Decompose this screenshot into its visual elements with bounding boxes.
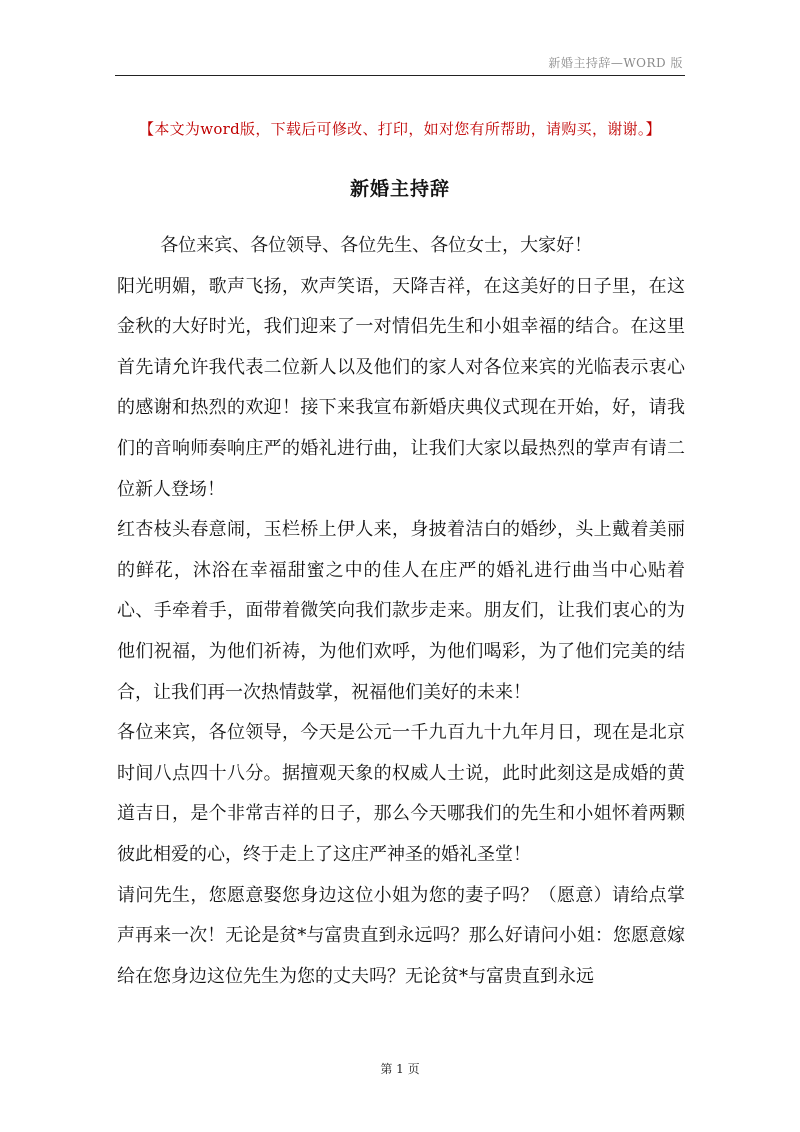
paragraph-entrance: 红杏枝头春意闹，玉栏桥上伊人来，身披着洁白的婚纱，头上戴着美丽的鲜花，沐浴在幸福甜蜜之中的佳人在庄严的婚礼进行曲当中心贴着心、手牵着手，面带着微笑向我们款步走来。朋友们，让我们衷心的为他们祝福，为他们祈祷，为他们欢呼，为他们喝彩，为了他们完美的结合，让我们再一次热情鼓掌，祝福他们美好的未来！ xyxy=(117,519,685,703)
paragraph-date: 各位来宾，各位领导，今天是公元一千九百九十九年月日，现在是北京时间八点四十八分。据擅观天象的权威人士说，此时此刻这是成婚的黄道吉日，是个非常吉祥的日子，那么今天哪我们的先生和小姐怀着两颗彼此相爱的心，终于走上了这庄严神圣的婚礼圣堂！ xyxy=(117,722,685,865)
paragraph-vows: 请问先生，您愿意娶您身边这位小姐为您的妻子吗？（愿意）请给点掌声再来一次！无论是贫*与富贵直到永远吗？那么好请问小姐：您愿意嫁给在您身边这位先生为您的丈夫吗？无论贫*与富贵直到永远 xyxy=(117,884,685,987)
running-header: 新婚主持辞—WORD 版 xyxy=(548,56,683,70)
page-number: 第 1 页 xyxy=(380,1062,420,1076)
paragraph-opening: 阳光明媚，歌声飞扬，欢声笑语，天降吉祥，在这美好的日子里，在这金秋的大好时光，我们迎来了一对情侣先生和小姐幸福的结合。在这里首先请允许我代表二位新人以及他们的家人对各位来宾的光临表示衷心的感谢和热烈的欢迎！接下来我宣布新婚庆典仪式现在开始，好，请我们的音响师奏响庄严的婚礼进行曲，让我们大家以最热烈的掌声有请二位新人登场！ xyxy=(117,275,685,500)
document-title: 新婚主持辞 xyxy=(349,178,450,200)
download-notice: 【本文为word版，下载后可修改、打印，如对您有所帮助，请购买，谢谢。】 xyxy=(139,120,661,138)
paragraph-greeting: 各位来宾、各位领导、各位先生、各位女士，大家好！ xyxy=(160,235,593,256)
header-divider xyxy=(115,75,685,76)
document-body xyxy=(117,226,685,997)
